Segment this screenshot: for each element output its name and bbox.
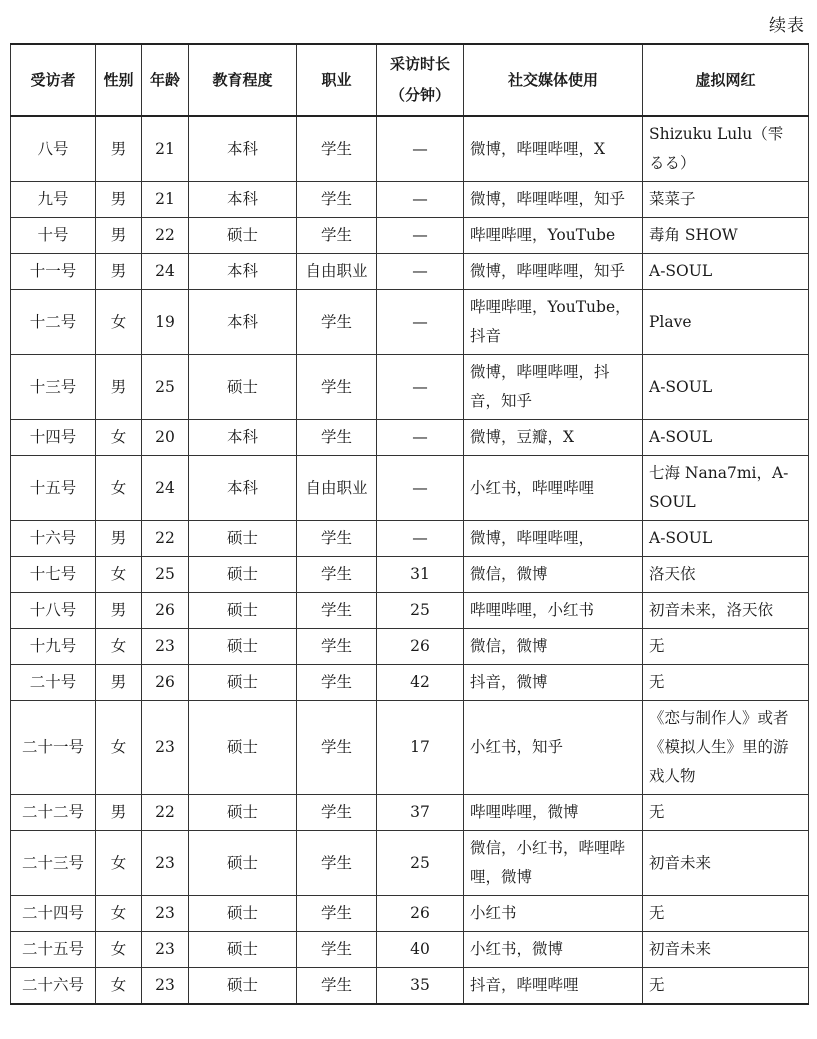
header-gender: 性别 — [96, 44, 142, 116]
table-row — [11, 456, 809, 521]
cell-interviewee: 二十四号 — [11, 896, 96, 932]
cell-education: 本科 — [189, 456, 297, 521]
cell-education: 硕士 — [189, 355, 297, 420]
cell-education: 硕士 — [189, 831, 297, 896]
cell-vtuber: 初音未来 — [643, 831, 809, 896]
cell-age: 23 — [142, 701, 189, 795]
cell-occupation: 学生 — [297, 932, 377, 968]
cell-education: 本科 — [189, 254, 297, 290]
table-row — [11, 290, 809, 355]
cell-occupation: 学生 — [297, 355, 377, 420]
cell-vtuber: 《恋与制作人》或者《模拟人生》里的游戏人物 — [643, 701, 809, 795]
cell-vtuber: 无 — [643, 896, 809, 932]
cell-gender: 女 — [96, 831, 142, 896]
cell-social-media: 小红书 — [464, 896, 643, 932]
cell-vtuber: 七海 Nana7mi，A-SOUL — [643, 456, 809, 521]
table-row — [11, 896, 809, 932]
cell-duration: — — [377, 290, 464, 355]
table-row — [11, 665, 809, 701]
cell-occupation: 学生 — [297, 420, 377, 456]
cell-education: 本科 — [189, 182, 297, 218]
cell-social-media: 微信，小红书，哔哩哔哩，微博 — [464, 831, 643, 896]
cell-social-media: 微博，哔哩哔哩，知乎 — [464, 182, 643, 218]
table-row — [11, 254, 809, 290]
cell-vtuber: A-SOUL — [643, 521, 809, 557]
cell-education: 硕士 — [189, 701, 297, 795]
cell-age: 26 — [142, 665, 189, 701]
cell-gender: 男 — [96, 665, 142, 701]
cell-interviewee: 八号 — [11, 116, 96, 182]
cell-education: 本科 — [189, 420, 297, 456]
cell-education: 硕士 — [189, 218, 297, 254]
cell-age: 23 — [142, 629, 189, 665]
cell-occupation: 学生 — [297, 795, 377, 831]
cell-duration: 26 — [377, 896, 464, 932]
cell-gender: 男 — [96, 795, 142, 831]
cell-gender: 男 — [96, 254, 142, 290]
cell-interviewee: 二十号 — [11, 665, 96, 701]
cell-occupation: 学生 — [297, 182, 377, 218]
cell-gender: 女 — [96, 557, 142, 593]
cell-vtuber: 无 — [643, 968, 809, 1005]
cell-duration: — — [377, 116, 464, 182]
cell-occupation: 学生 — [297, 521, 377, 557]
table-row — [11, 593, 809, 629]
cell-education: 本科 — [189, 116, 297, 182]
header-age: 年龄 — [142, 44, 189, 116]
cell-gender: 男 — [96, 355, 142, 420]
table-row — [11, 557, 809, 593]
cell-interviewee: 二十三号 — [11, 831, 96, 896]
cell-occupation: 学生 — [297, 116, 377, 182]
cell-social-media: 小红书，哔哩哔哩 — [464, 456, 643, 521]
cell-social-media: 微博，哔哩哔哩，X — [464, 116, 643, 182]
cell-education: 硕士 — [189, 896, 297, 932]
header-occupation: 职业 — [297, 44, 377, 116]
cell-gender: 女 — [96, 968, 142, 1005]
cell-age: 23 — [142, 968, 189, 1005]
cell-education: 硕士 — [189, 521, 297, 557]
cell-duration: — — [377, 521, 464, 557]
table-row — [11, 968, 809, 1005]
cell-education: 本科 — [189, 290, 297, 355]
cell-gender: 女 — [96, 701, 142, 795]
cell-social-media: 哔哩哔哩，YouTube — [464, 218, 643, 254]
cell-occupation: 自由职业 — [297, 456, 377, 521]
cell-gender: 男 — [96, 218, 142, 254]
cell-interviewee: 九号 — [11, 182, 96, 218]
table-row — [11, 795, 809, 831]
cell-interviewee: 二十二号 — [11, 795, 96, 831]
table-row — [11, 355, 809, 420]
cell-social-media: 哔哩哔哩，YouTube，抖音 — [464, 290, 643, 355]
cell-gender: 女 — [96, 896, 142, 932]
cell-vtuber: 初音未来 — [643, 932, 809, 968]
cell-vtuber: A-SOUL — [643, 420, 809, 456]
cell-education: 硕士 — [189, 932, 297, 968]
cell-social-media: 微博，哔哩哔哩， — [464, 521, 643, 557]
cell-vtuber: 洛天依 — [643, 557, 809, 593]
cell-social-media: 微博，豆瓣，X — [464, 420, 643, 456]
header-duration-line2: （分钟） — [389, 86, 450, 104]
cell-age: 24 — [142, 254, 189, 290]
cell-vtuber: Shizuku Lulu（雫 るる） — [643, 116, 809, 182]
cell-education: 硕士 — [189, 629, 297, 665]
cell-vtuber: 菜菜子 — [643, 182, 809, 218]
table-row — [11, 932, 809, 968]
cell-duration: — — [377, 254, 464, 290]
cell-occupation: 学生 — [297, 665, 377, 701]
cell-education: 硕士 — [189, 665, 297, 701]
cell-age: 20 — [142, 420, 189, 456]
cell-duration: 25 — [377, 593, 464, 629]
cell-interviewee: 十八号 — [11, 593, 96, 629]
header-duration-line1: 采访时长 — [389, 55, 450, 73]
cell-education: 硕士 — [189, 795, 297, 831]
cell-interviewee: 十号 — [11, 218, 96, 254]
cell-social-media: 小红书，微博 — [464, 932, 643, 968]
cell-vtuber: 无 — [643, 665, 809, 701]
cell-occupation: 学生 — [297, 968, 377, 1005]
cell-age: 26 — [142, 593, 189, 629]
cell-age: 21 — [142, 182, 189, 218]
cell-duration: 37 — [377, 795, 464, 831]
table-row — [11, 701, 809, 795]
interviewee-table — [10, 43, 809, 1005]
cell-education: 硕士 — [189, 557, 297, 593]
cell-occupation: 学生 — [297, 831, 377, 896]
cell-gender: 女 — [96, 420, 142, 456]
cell-gender: 男 — [96, 182, 142, 218]
cell-duration: 35 — [377, 968, 464, 1005]
cell-education: 硕士 — [189, 968, 297, 1005]
cell-gender: 女 — [96, 456, 142, 521]
cell-social-media: 哔哩哔哩，小红书 — [464, 593, 643, 629]
cell-occupation: 学生 — [297, 557, 377, 593]
cell-occupation: 自由职业 — [297, 254, 377, 290]
header-duration — [377, 44, 464, 116]
cell-education: 硕士 — [189, 593, 297, 629]
cell-interviewee: 十九号 — [11, 629, 96, 665]
cell-social-media: 微博，哔哩哔哩，抖音，知乎 — [464, 355, 643, 420]
table-row — [11, 521, 809, 557]
cell-vtuber: 无 — [643, 795, 809, 831]
cell-social-media: 小红书，知乎 — [464, 701, 643, 795]
cell-occupation: 学生 — [297, 896, 377, 932]
cell-interviewee: 二十六号 — [11, 968, 96, 1005]
header-social-media: 社交媒体使用 — [464, 44, 643, 116]
cell-age: 21 — [142, 116, 189, 182]
cell-gender: 女 — [96, 932, 142, 968]
cell-duration: 25 — [377, 831, 464, 896]
header-row — [11, 44, 809, 116]
cell-social-media: 微信，微博 — [464, 557, 643, 593]
cell-social-media: 抖音，微博 — [464, 665, 643, 701]
cell-interviewee: 十三号 — [11, 355, 96, 420]
cell-occupation: 学生 — [297, 290, 377, 355]
cell-occupation: 学生 — [297, 629, 377, 665]
cell-interviewee: 二十一号 — [11, 701, 96, 795]
cell-duration: 40 — [377, 932, 464, 968]
cell-interviewee: 十五号 — [11, 456, 96, 521]
cell-duration: — — [377, 355, 464, 420]
header-education: 教育程度 — [189, 44, 297, 116]
header-vtuber: 虚拟网红 — [643, 44, 809, 116]
cell-age: 22 — [142, 218, 189, 254]
cell-age: 22 — [142, 795, 189, 831]
cell-age: 23 — [142, 831, 189, 896]
cell-vtuber: 无 — [643, 629, 809, 665]
cell-social-media: 微博，哔哩哔哩，知乎 — [464, 254, 643, 290]
table-row — [11, 831, 809, 896]
cell-social-media: 抖音，哔哩哔哩 — [464, 968, 643, 1005]
cell-duration: 17 — [377, 701, 464, 795]
table-row — [11, 420, 809, 456]
cell-vtuber: 毒角 SHOW — [643, 218, 809, 254]
cell-social-media: 哔哩哔哩，微博 — [464, 795, 643, 831]
cell-gender: 女 — [96, 629, 142, 665]
table-row — [11, 218, 809, 254]
cell-duration: — — [377, 456, 464, 521]
cell-age: 23 — [142, 896, 189, 932]
cell-interviewee: 十二号 — [11, 290, 96, 355]
cell-age: 22 — [142, 521, 189, 557]
cell-duration: — — [377, 420, 464, 456]
cell-gender: 男 — [96, 521, 142, 557]
cell-duration: 42 — [377, 665, 464, 701]
table-row — [11, 116, 809, 182]
header-interviewee: 受访者 — [11, 44, 96, 116]
table-row — [11, 182, 809, 218]
cell-occupation: 学生 — [297, 701, 377, 795]
cell-vtuber: 初音未来，洛天依 — [643, 593, 809, 629]
cell-duration: — — [377, 218, 464, 254]
cell-vtuber: A-SOUL — [643, 355, 809, 420]
cell-interviewee: 十七号 — [11, 557, 96, 593]
cell-age: 19 — [142, 290, 189, 355]
table-body — [11, 116, 809, 1004]
cell-duration: 31 — [377, 557, 464, 593]
continued-table-label: 续表 — [769, 16, 805, 36]
cell-interviewee: 十一号 — [11, 254, 96, 290]
table-row — [11, 629, 809, 665]
cell-gender: 女 — [96, 290, 142, 355]
cell-age: 25 — [142, 557, 189, 593]
cell-age: 23 — [142, 932, 189, 968]
cell-duration: 26 — [377, 629, 464, 665]
cell-gender: 男 — [96, 116, 142, 182]
cell-gender: 男 — [96, 593, 142, 629]
cell-interviewee: 十四号 — [11, 420, 96, 456]
cell-interviewee: 十六号 — [11, 521, 96, 557]
cell-interviewee: 二十五号 — [11, 932, 96, 968]
cell-occupation: 学生 — [297, 218, 377, 254]
cell-age: 25 — [142, 355, 189, 420]
cell-occupation: 学生 — [297, 593, 377, 629]
cell-age: 24 — [142, 456, 189, 521]
cell-vtuber: A-SOUL — [643, 254, 809, 290]
cell-duration: — — [377, 182, 464, 218]
cell-vtuber: Plave — [643, 290, 809, 355]
cell-social-media: 微信，微博 — [464, 629, 643, 665]
